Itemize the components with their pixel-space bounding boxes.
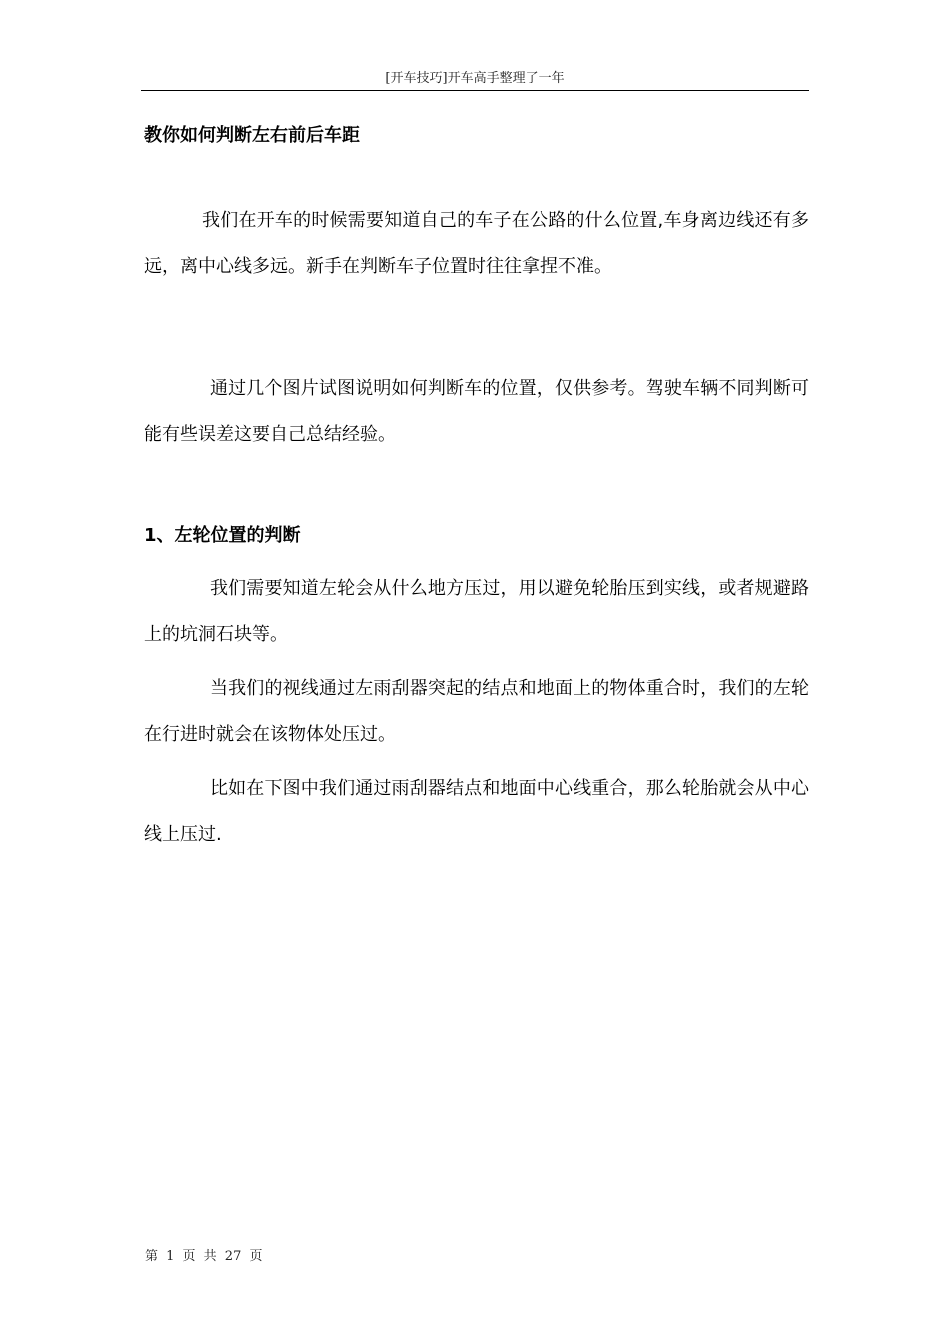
page-header (141, 70, 809, 91)
page-footer: 第 1 页 共 27 页 (145, 1249, 263, 1264)
header-text: [开车技巧]开车高手整理了一年 (385, 71, 565, 86)
intro-paragraph-2: 通过几个图片试图说明如何判断车的位置，仅供参考。驾驶车辆不同判断可能有些误差这要自己总结经验。 (144, 378, 809, 445)
section-paragraph-2: 当我们的视线通过左雨刮器突起的结点和地面上的物体重合时，我们的左轮在行进时就会在该物体处压过。 (144, 678, 809, 745)
section-paragraph-1: 我们需要知道左轮会从什么地方压过，用以避免轮胎压到实线，或者规避路上的坑洞石块等。 (144, 578, 809, 645)
document-title: 教你如何判断左右前后车距 (144, 125, 360, 146)
intro-paragraph-1: 我们在开车的时候需要知道自己的车子在公路的什么位置,车身离边线还有多远，离中心线多远。新手在判断车子位置时往往拿捏不准。 (144, 210, 809, 277)
section-heading-left-wheel: 1、左轮位置的判断 (144, 525, 301, 546)
section-paragraph-3: 比如在下图中我们通过雨刮器结点和地面中心线重合，那么轮胎就会从中心线上压过. (144, 778, 809, 845)
